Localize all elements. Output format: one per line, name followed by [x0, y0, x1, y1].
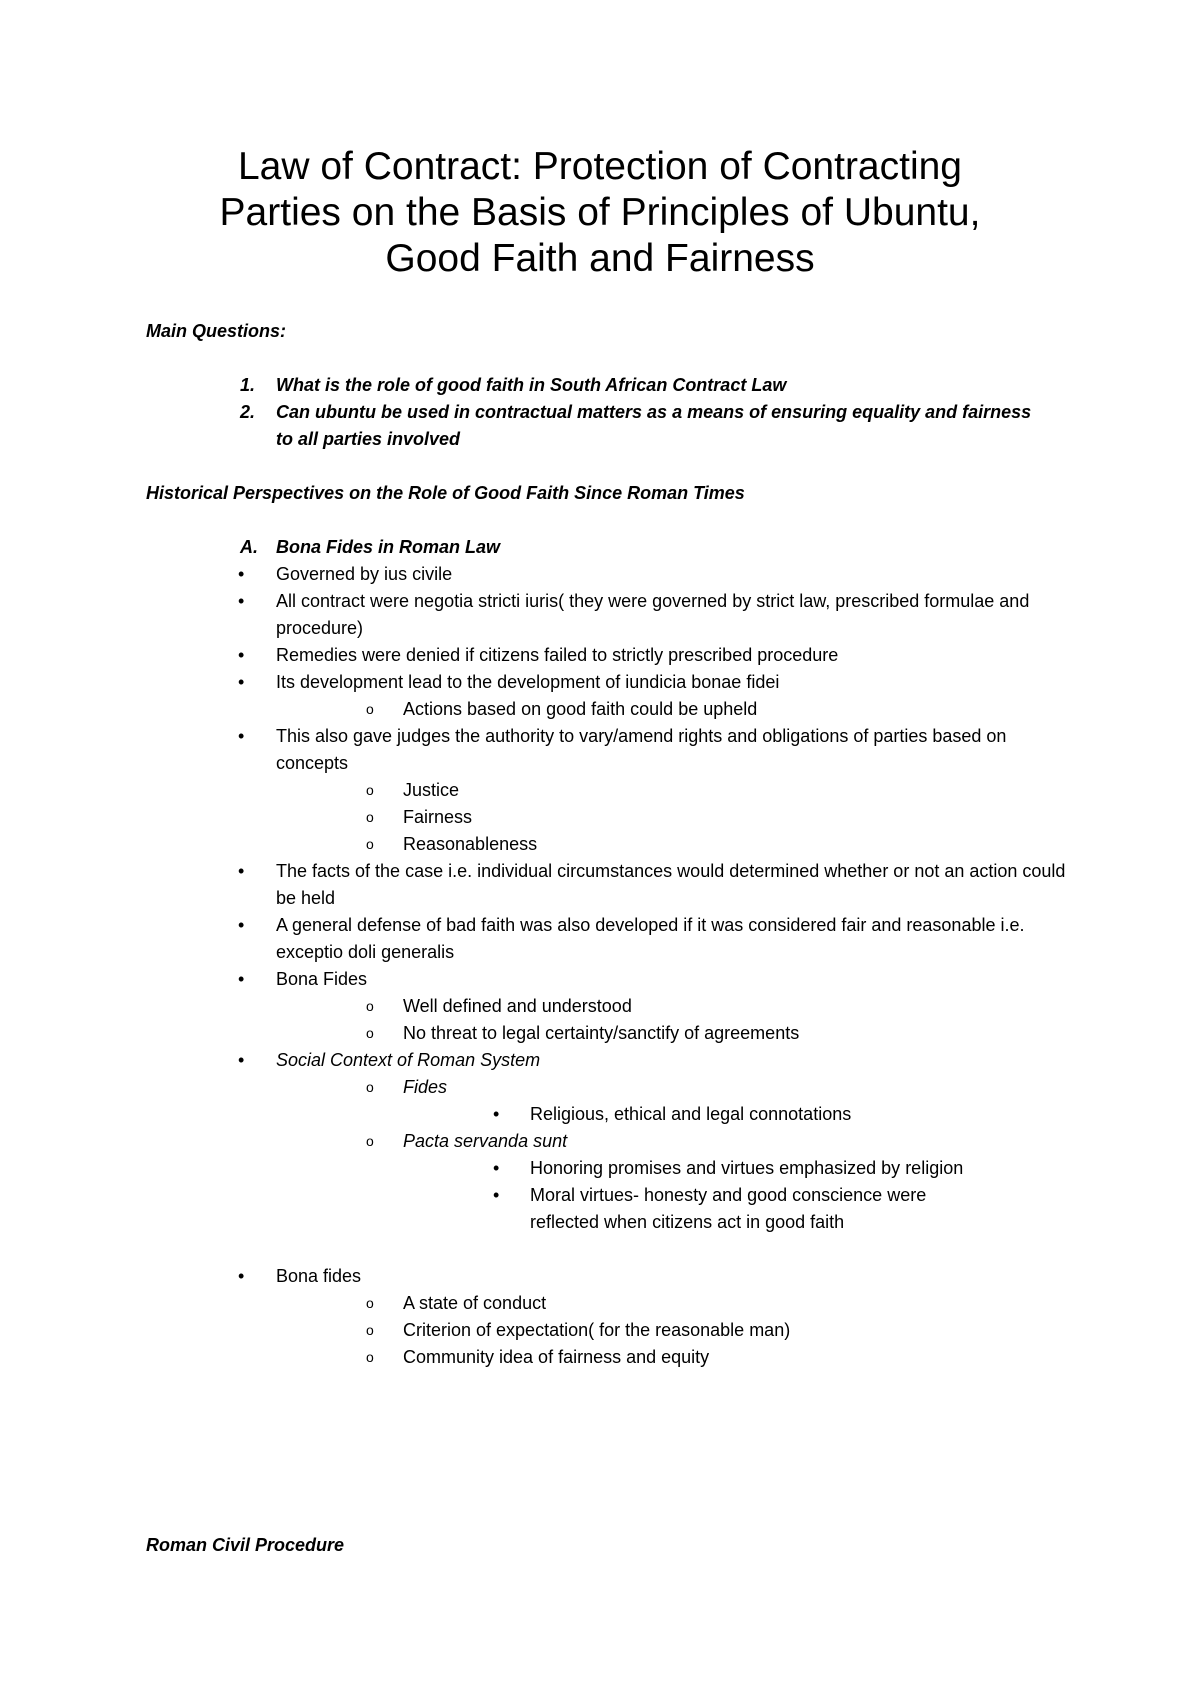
circle-bullet-icon: o	[366, 1133, 374, 1149]
roman-civil-procedure-heading: Roman Civil Procedure	[146, 1535, 345, 1555]
outline-item-level-1	[0, 588, 1200, 642]
title-line-2: Parties on the Basis of Principles of Ubuntu,	[219, 191, 981, 234]
outline-item-text: Criterion of expectation( for the reasonable man)	[403, 1320, 791, 1340]
bullet-icon: •	[238, 915, 245, 935]
outline-item-text: A state of conduct	[403, 1293, 547, 1313]
outline-item-text: Actions based on good faith could be upheld	[403, 699, 758, 719]
question-number: 1.	[240, 375, 256, 395]
bullet-icon: •	[238, 591, 245, 611]
question-text: Can ubuntu be used in contractual matters as a means of ensuring equality and fairness to all parties involved	[276, 402, 1032, 449]
circle-bullet-icon: o	[366, 1322, 374, 1338]
outline-item-text: Bona fides	[276, 1266, 362, 1286]
outline-item-text: Community idea of fairness and equity	[403, 1347, 710, 1367]
outline-item-text: Social Context of Roman System	[276, 1050, 541, 1070]
outline-item-text: Fairness	[403, 807, 473, 827]
bullet-icon: •	[493, 1185, 500, 1205]
document-title	[120, 144, 1080, 282]
outline-item-text: Its development lead to the development of iundicia bonae fidei	[276, 672, 780, 692]
historical-perspectives-heading: Historical Perspectives on the Role of Good Faith Since Roman Times	[146, 483, 745, 503]
circle-bullet-icon: o	[366, 836, 374, 852]
bullet-icon: •	[238, 1050, 245, 1070]
question-number: 2.	[240, 402, 256, 422]
bullet-icon: •	[238, 645, 245, 665]
outline-item-level-1	[0, 561, 1200, 588]
circle-bullet-icon: o	[366, 998, 374, 1014]
bullet-icon: •	[238, 1266, 245, 1286]
outline-item-level-3	[0, 1182, 1200, 1236]
bullet-icon: •	[238, 564, 245, 584]
outline-item-level-1	[0, 669, 1200, 696]
outline-item-level-1	[0, 912, 1200, 966]
outline-item-text: A general defense of bad faith was also developed if it was considered fair and reasonable i.e. exceptio doli generalis	[276, 915, 1025, 962]
circle-bullet-icon: o	[366, 701, 374, 717]
outline-item-text: Reasonableness	[403, 834, 538, 854]
outline-item-text: Well defined and understood	[403, 996, 632, 1016]
circle-bullet-icon: o	[366, 1295, 374, 1311]
bullet-icon: •	[238, 672, 245, 692]
title-line-1: Law of Contract: Protection of Contracting	[237, 145, 963, 188]
outline-item-level-2	[0, 1344, 1200, 1371]
outline-item-level-2	[0, 1074, 1200, 1101]
outline-item-level-2	[0, 804, 1200, 831]
outline-item-text: No threat to legal certainty/sanctify of agreements	[403, 1023, 800, 1043]
main-questions-list	[146, 372, 1046, 453]
main-questions-heading: Main Questions:	[146, 321, 287, 341]
outline-item-level-2	[0, 1290, 1200, 1317]
outline-item-text: Religious, ethical and legal connotations	[530, 1104, 852, 1124]
outline-list	[0, 561, 1200, 1371]
section-letter: A.	[240, 537, 258, 557]
outline-item-level-2	[0, 1128, 1200, 1155]
outline-item-level-1	[0, 723, 1200, 777]
outline-item-text: All contract were negotia stricti iuris( they were governed by strict law, prescribed formulae and procedure)	[276, 591, 1030, 638]
outline-item-level-1	[0, 1263, 1200, 1290]
outline-item-text: Moral virtues- honesty and good conscience were reflected when citizens act in good faith	[530, 1185, 927, 1232]
outline-item-text: This also gave judges the authority to vary/amend rights and obligations of parties based on concepts	[276, 726, 1007, 773]
outline-item-level-1	[0, 966, 1200, 993]
outline-item-level-2	[0, 831, 1200, 858]
outline-item-level-2	[0, 993, 1200, 1020]
circle-bullet-icon: o	[366, 1025, 374, 1041]
outline-item-level-2	[0, 1317, 1200, 1344]
outline-item-level-3	[0, 1155, 1200, 1182]
circle-bullet-icon: o	[366, 1349, 374, 1365]
question-item	[146, 372, 1046, 399]
bullet-icon: •	[493, 1158, 500, 1178]
outline-item-level-1	[0, 642, 1200, 669]
bullet-icon: •	[238, 969, 245, 989]
outline-item-text: Fides	[403, 1077, 448, 1097]
bullet-icon: •	[238, 861, 245, 881]
outline-item-level-2	[0, 696, 1200, 723]
outline-item-level-1	[0, 1047, 1200, 1074]
outline-item-level-2	[0, 1020, 1200, 1047]
section-title: Bona Fides in Roman Law	[276, 537, 501, 557]
outline-item-text: Pacta servanda sunt	[403, 1131, 568, 1151]
outline-item-text: Remedies were denied if citizens failed to strictly prescribed procedure	[276, 645, 839, 665]
circle-bullet-icon: o	[366, 809, 374, 825]
outline-item-text: Justice	[403, 780, 460, 800]
circle-bullet-icon: o	[366, 782, 374, 798]
bullet-icon: •	[238, 726, 245, 746]
outline-item-text: Bona Fides	[276, 969, 368, 989]
outline-item-level-2	[0, 777, 1200, 804]
circle-bullet-icon: o	[366, 1079, 374, 1095]
title-line-3: Good Faith and Fairness	[385, 237, 815, 280]
outline-item-level-1	[0, 858, 1200, 912]
outline-item-level-3	[0, 1101, 1200, 1128]
question-item	[146, 399, 1046, 453]
outline-item-text: Honoring promises and virtues emphasized by religion	[530, 1158, 964, 1178]
outline-item-text: Governed by ius civile	[276, 564, 453, 584]
bullet-icon: •	[493, 1104, 500, 1124]
question-text: What is the role of good faith in South African Contract Law	[276, 375, 787, 395]
outline-item-text: The facts of the case i.e. individual circumstances would determined whether or not an action could be held	[276, 861, 1066, 908]
